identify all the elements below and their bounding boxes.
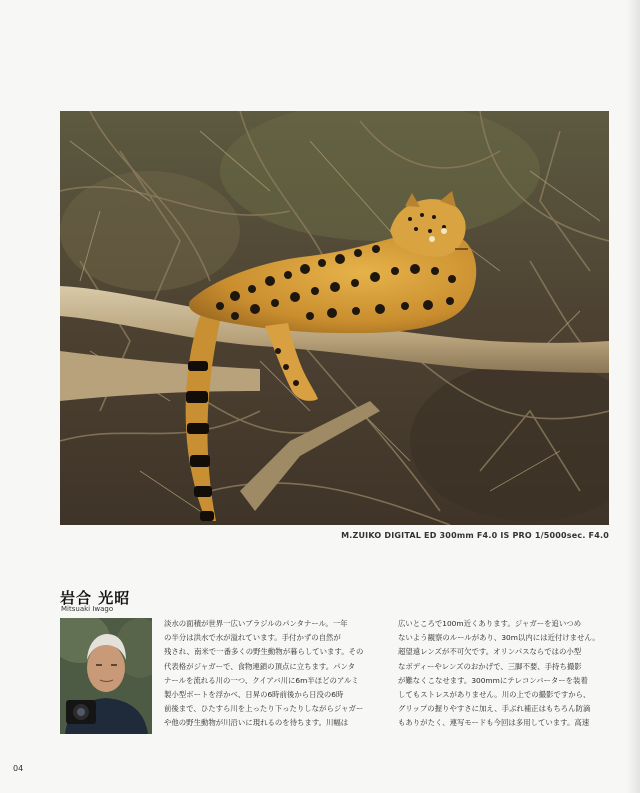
- body-line: 製小型ボートを浮かべ、日昇の6時前後から日没の6時: [164, 690, 344, 700]
- body-line: ないよう観察のルールがあり、30m以内には近付けません。: [398, 633, 600, 643]
- photo-caption: M.ZUIKO DIGITAL ED 300mm F4.0 IS PRO 1/5000sec. F4.0: [341, 531, 609, 540]
- body-line: 超望遠レンズが不可欠です。オリンパスならではの小型: [398, 647, 582, 657]
- page-number: 04: [13, 764, 24, 773]
- page-edge-shadow: [626, 0, 640, 793]
- body-line: 前後まで、ひたすら川を上ったり下ったりしながらジャガー: [164, 704, 364, 714]
- body-line: してもストレスがありません。川の上での撮影ですから、: [398, 690, 591, 700]
- author-name-roman: Mitsuaki Iwago: [61, 605, 114, 613]
- body-line: なボディーやレンズのおかげで、三脚不要、手持ち撮影: [398, 661, 582, 671]
- body-column-2: [398, 617, 612, 731]
- author-name: 岩合 光昭: [60, 589, 131, 607]
- body-line: や他の野生動物が川沿いに現れるのを待ちます。川幅は: [164, 718, 349, 728]
- body-line: ナールを流れる川の一つ、クイアバ川に6m半ほどのアルミ: [164, 675, 359, 685]
- body-line: 淡水の面積が世界一広いブラジルのパンタナール。一年: [164, 619, 348, 628]
- body-line: が難なくこなせます。300mmにテレコンバーターを装着: [398, 675, 588, 685]
- body-line: 残され、南米で一番多くの野生動物が暮らしています。その: [164, 647, 364, 657]
- jaguar-photo: [60, 111, 609, 525]
- body-column-1: [164, 617, 384, 731]
- body-line: もありがたく、連写モードも今回は多用しています。高速: [398, 718, 590, 728]
- body-line: 代表格がジャガーで、食物連鎖の頂点に立ちます。パンタ: [164, 661, 355, 671]
- body-line: の半分は洪水で水が溢れています。手付かずの自然が: [164, 633, 341, 643]
- body-line: 広いところで100m近くあります。ジャガーを追いつめ: [398, 619, 582, 628]
- author-portrait: [60, 618, 152, 734]
- body-line: グリップの握りやすさに加え、手ぶれ補正はもちろん防滴: [398, 704, 591, 714]
